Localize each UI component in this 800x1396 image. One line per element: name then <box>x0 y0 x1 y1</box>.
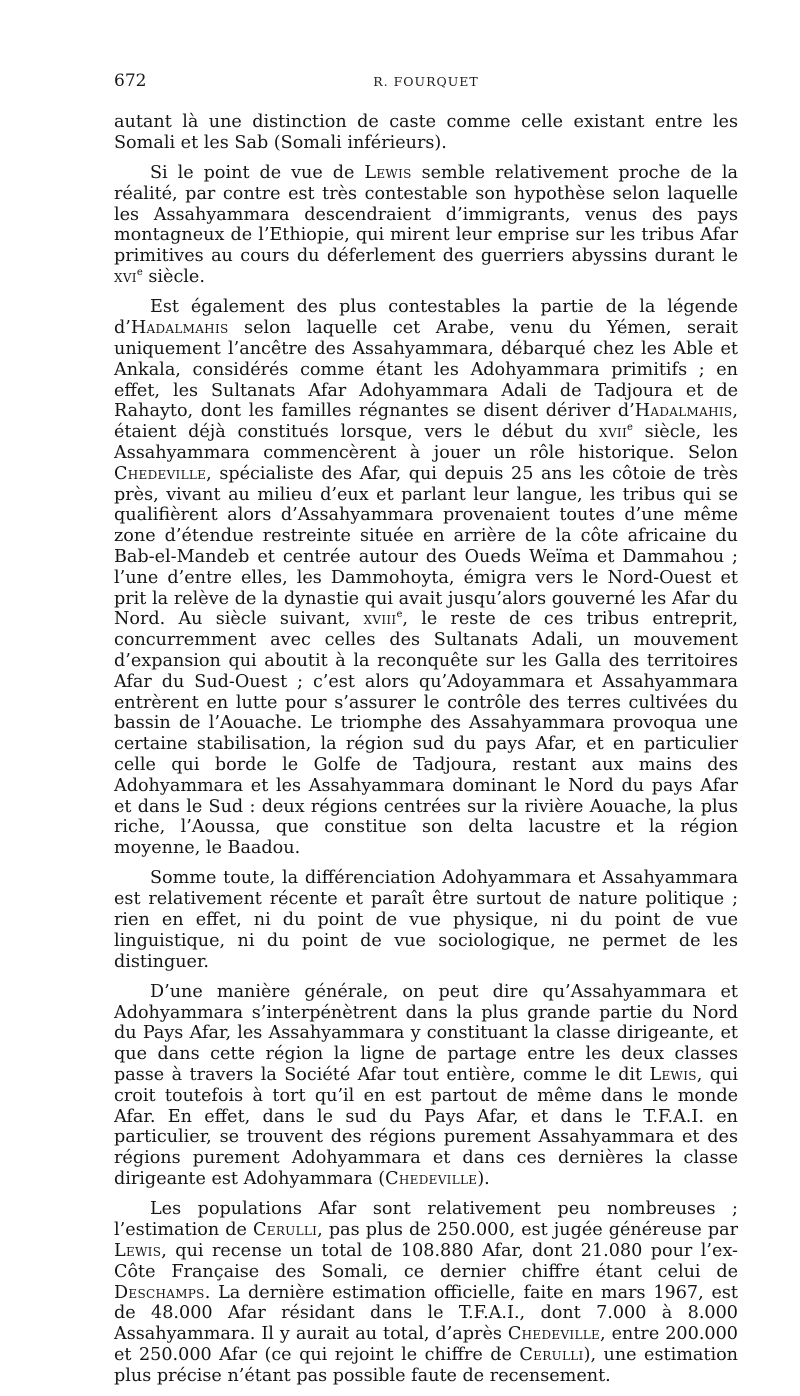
text-run: ), une estimation plus précise n’étant pas possible faute de recensement. <box>114 1344 738 1386</box>
author-name: xvii <box>599 422 628 443</box>
author-name: Lewis <box>649 1065 697 1086</box>
text-run: Les populations Afar sont relativement peu nombreuses ; l’estimation de <box>114 1199 738 1241</box>
body-text <box>114 112 738 1387</box>
text-run: Est également des plus contestables la partie de la légende d’ <box>114 297 738 339</box>
author-name: Chedeville <box>507 1324 601 1345</box>
text-run: D’une manière générale, on peut dire qu’Assahyammara et Adohyammara s’interpénètrent dans la plus grande partie du Nord du Pays Afar, les Assahyammara y constituant la classe dirigeante, et que dans cette région la ligne de partage entre les deux classes passe à travers la Société Afar tout entière, comme le dit <box>114 981 738 1086</box>
paragraph <box>114 868 738 972</box>
text-run: semble relativement proche de la réalité, par contre est très contestable son hypothèse selon laquelle les Assahyammara descendraient d’immigrants, venus des pays montagneux de l’Ethiopie, qui mirent leur emprise sur les tribus Afar primitives au cours du déferlement des guerriers abyssins durant le <box>114 163 738 267</box>
author-name: xviii <box>363 609 397 630</box>
author-name: Cerulli <box>253 1220 318 1241</box>
superscript: e <box>396 609 403 621</box>
superscript: e <box>627 422 633 434</box>
text-run: siècle, les Assahyammara commencèrent à jouer un rôle historique. Selon <box>114 422 738 463</box>
text-run: ). <box>477 1169 490 1190</box>
text-run: , qui recense un total de 108.880 Afar, dont 21.080 pour l’ex-Côte Française des Somali, ce dernier chiffre étant celui de <box>114 1240 738 1282</box>
text-run: , étaient déjà constitués lorsque, vers le début du <box>114 401 738 443</box>
text-run: selon laquelle cet Arabe, venu du Yémen, serait uniquement l’ancêtre des Assahyammara, débarqué chez les Able et Ankala, considérés comme étant les Adohyammara primitifs ; en effet, les Sultanats Afar Adohyammara Adali de Tadjoura et de Rahayto, dont les familles régnantes se disent dériver d’ <box>114 318 738 422</box>
author-name: Hadalmahis <box>130 318 229 339</box>
text-run: . La dernière estimation officielle, faite en mars 1967, est de 48.000 Afar résidant dans le T.F.A.I., dont 7.000 à 8.000 Assahyammara. Il y aurait au total, d’après <box>114 1282 738 1345</box>
paragraph <box>114 112 738 154</box>
text-run: siècle. <box>142 267 205 288</box>
text-run: Si le point de vue de <box>150 163 365 184</box>
book-page <box>114 68 738 1396</box>
text-run: , qui croit toutefois à tort qu’il en est partout de même dans le monde Afar. En effet, dans le sud du Pays Afar, et dans le T.F.A.I. en particulier, se trouvent des régions purement Assahyammara et des régions purement Adohyammara et dans ces dernières la classe dirigeante est Adohyammara ( <box>114 1065 738 1190</box>
paragraph <box>114 163 738 288</box>
text-run: , pas plus de 250.000, est jugée généreuse par <box>317 1220 738 1241</box>
author-name: Lewis <box>364 163 412 184</box>
running-head: R. FOURQUET <box>373 74 479 89</box>
text-run: Somme toute, la différenciation Adohyammara et Assahyammara est relativement récente et paraît être surtout de nature politique ; rien en effet, ni du point de vue physique, ni du point de vue linguistique, ni du point de vue sociologique, ne permet de les distinguer. <box>114 868 738 972</box>
text-run: autant là une distinction de caste comme celle existant entre les Somali et les Sab (Somali inférieurs). <box>114 112 738 153</box>
paragraph <box>114 297 738 859</box>
text-run: , entre 200.000 et 250.000 Afar (ce qui rejoint le chiffre de <box>114 1324 738 1365</box>
author-name: Cerulli <box>519 1344 584 1365</box>
page-number: 672 <box>114 71 147 91</box>
author-name: Chedeville <box>114 463 207 484</box>
author-name: Lewis <box>114 1240 162 1261</box>
superscript: e <box>136 267 143 279</box>
text-run: , spécialiste des Afar, qui depuis 25 ans les côtoie de très près, vivant au milieu d’eux et parlant leur langue, les tribus qui se qualifièrent alors d’Assahyammara provenaient toutes d’une même zone d’étendue restreinte située en arrière de la côte africaine du Bab-el-Mandeb et centrée autour des Oueds Weïma et Dammahou ; l’une d’entre elles, les Dammohoyta, émigra vers le Nord-Ouest et prit la relève de la dynastie qui avait jusqu’alors gouverné les Afar du Nord. Au siècle suivant, <box>114 463 738 630</box>
page-header <box>114 68 738 94</box>
text-run: , le reste de ces tribus entreprit, concurremment avec celles des Sultanats Adali, un mouvement d’expansion qui aboutit à la reconquête sur les Galla des territoires Afar du Sud-Ouest ; c’est alors qu’Adoyammara et Assahyammara entrèrent en lutte pour s’assurer le contrôle des terres cultivées du bassin de l’Aouache. Le triomphe des Assahyammara provoqua une certaine stabilisation, la région sud du pays Afar, et en particulier celle qui borde le Golfe de Tadjoura, restant aux mains des Adohyammara et les Assahyammara dominant le Nord du pays Afar et dans le Sud : deux régions centrées sur la rivière Aouache, la plus riche, l’Aoussa, que constitue son delta lacustre et la région moyenne, le Baadou. <box>114 609 738 859</box>
author-name: Hadalmahis <box>634 401 733 422</box>
paragraph <box>114 982 738 1190</box>
author-name: Deschamps <box>114 1282 205 1303</box>
paragraph <box>114 1199 738 1386</box>
author-name: Chedeville <box>385 1169 478 1190</box>
author-name: xvi <box>114 267 137 288</box>
